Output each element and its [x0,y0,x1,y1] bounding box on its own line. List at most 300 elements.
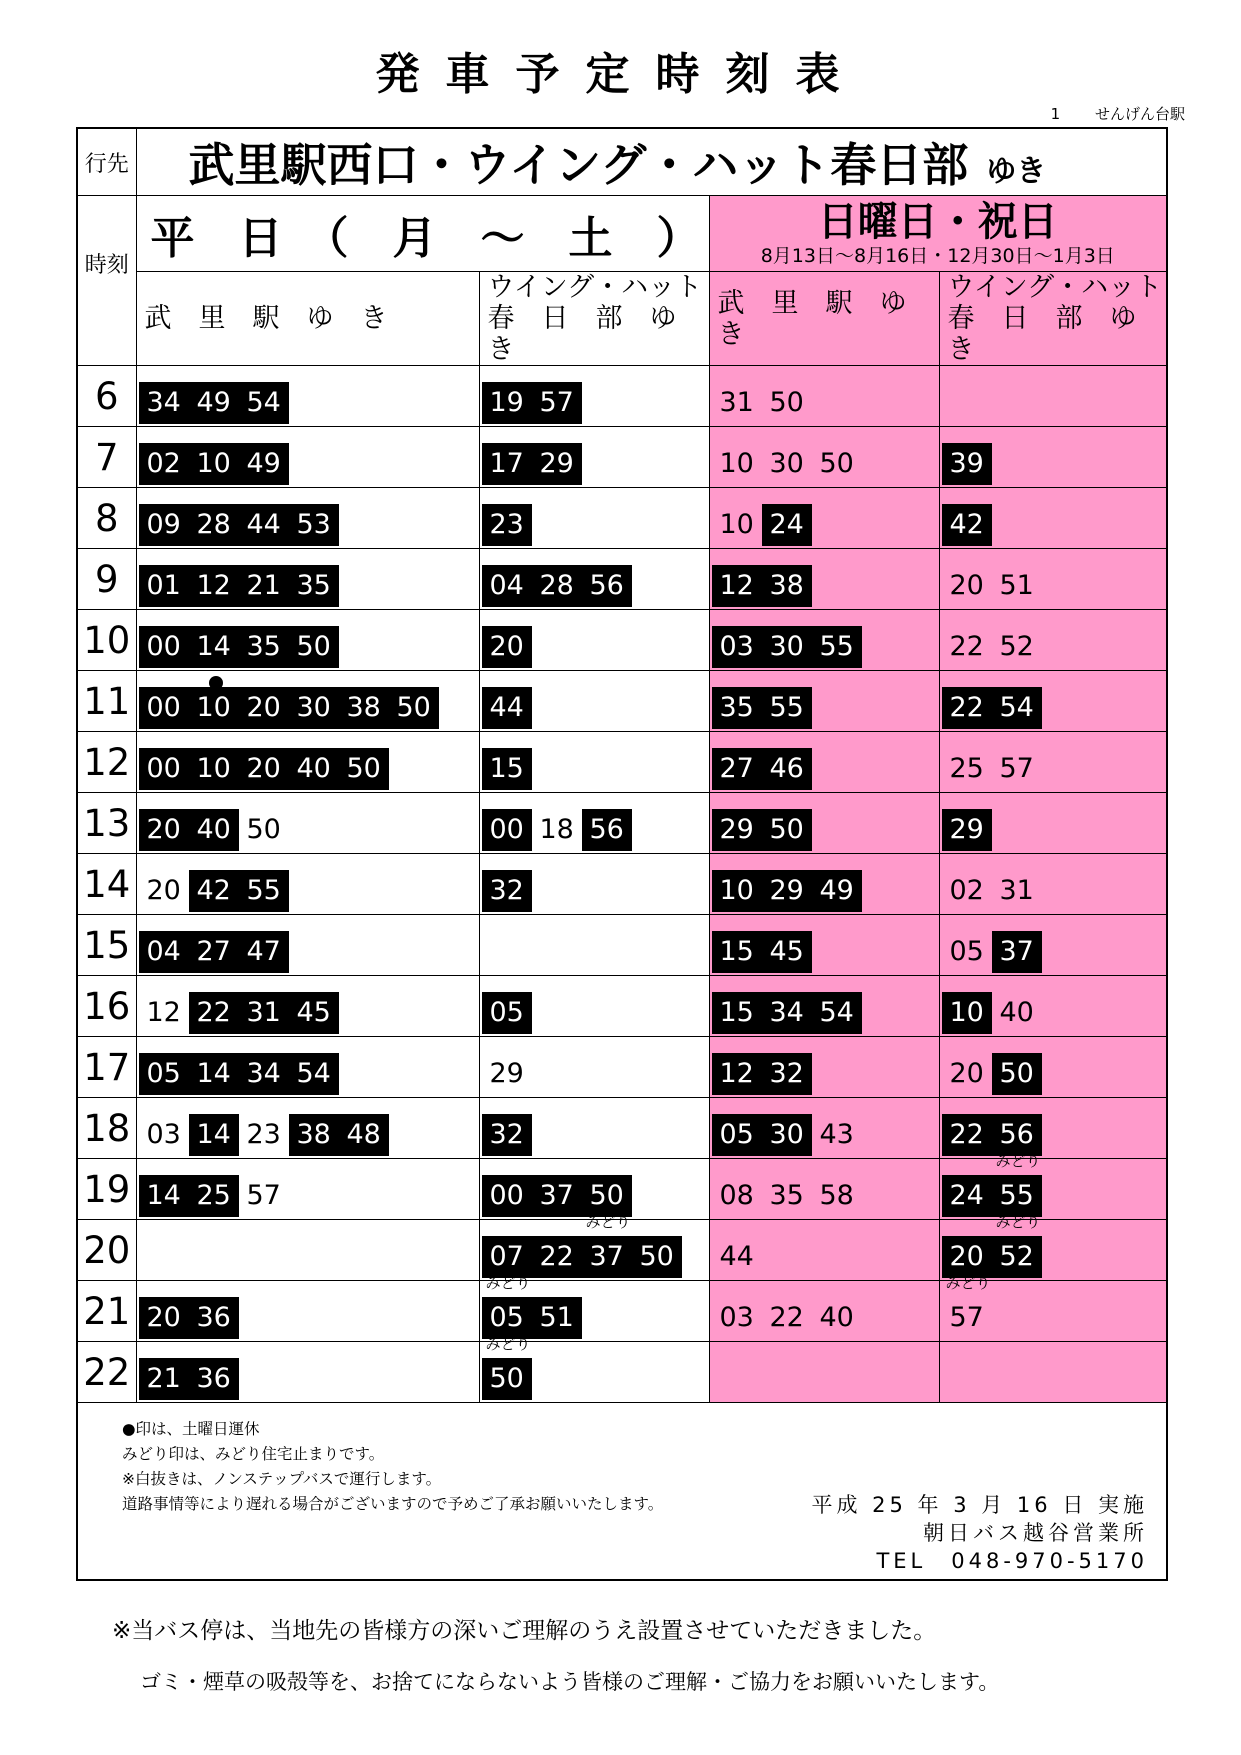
departure-minute: 05 [949,936,984,967]
weekday-title: 平 日 （ 月 ～ 土 ） [136,196,709,272]
departure-minute-nonstep: 38 [762,565,812,607]
departure-minute: 50 [769,387,804,418]
minute-list [942,992,1042,1034]
departure-minute-nonstep: 30 [762,626,812,668]
departure-minute-nonstep: 50 [582,1175,632,1217]
departure-minute-nonstep: 31 [239,992,289,1034]
departure-minute-nonstep: 49 [189,382,239,424]
departure-minute: 50 [246,814,281,845]
departure-minute-nonstep: 34 [239,1053,289,1095]
departure-minute-nonstep: 35 [289,565,339,607]
departure-minute-nonstep: 14 [139,1175,189,1217]
departure-minute: 40 [819,1302,854,1333]
hour-cell: 20 [78,1220,136,1281]
departure-minute: 12 [146,997,181,1028]
timetable [78,129,1166,1403]
holiday-takesato-cell [709,671,939,732]
departure-minute-nonstep: 50 [632,1236,682,1278]
departure-minute-nonstep: 50 みどり [482,1358,532,1400]
hour-cell: 15 [78,915,136,976]
table-row [78,671,1166,732]
table-row [78,1342,1166,1403]
departure-minute: 03 [719,1302,754,1333]
weekday-wing-cell [479,1335,709,1403]
weekday-takesato-cell [136,793,479,854]
weekday-takesato-cell [136,1037,479,1098]
footer-notice-1: ※当バス停は、当地先の皆様方の深いご理解のうえ設置させていただきました。 [112,1618,937,1644]
weekday-wing-cell [479,366,709,427]
saturday-suspended-dot-icon [209,676,223,690]
departure-minute: 29 [489,1058,524,1089]
minute-list [942,565,1042,607]
col-weekday-takesato: 武 里 駅 ゆ き [136,272,479,366]
minute-list [482,626,532,668]
col-holiday-takesato: 武 里 駅 ゆ き [709,272,939,366]
minute-list [712,504,812,546]
departure-minute-nonstep: 40 [189,809,239,851]
departure-minute-nonstep: 29 [942,809,992,851]
weekday-wing-cell [479,793,709,854]
departure-minute-nonstep: 12 [189,565,239,607]
departure-minute-nonstep: 25 [189,1175,239,1217]
departure-minute-nonstep: 44 [239,504,289,546]
departure-minute-nonstep: 50 [992,1053,1042,1095]
document-title: 発車予定時刻表 [375,49,866,100]
col-holiday-wing-line2: 春 日 部 ゆ き [947,303,1164,365]
minute-list [482,870,532,912]
minute-list [482,809,632,851]
departure-minute-nonstep: 54 [239,382,289,424]
departure-minute-nonstep: 04 [482,565,532,607]
departure-minute-nonstep: 15 [482,748,532,790]
departure-minute-nonstep: 50 [289,626,339,668]
departure-minute-nonstep: 20 [482,626,532,668]
hour-cell: 14 [78,854,136,915]
weekday-takesato-cell [136,671,479,732]
col-weekday-wing-line1: ウイング・ハット [487,272,703,303]
departure-minute: 02 [949,875,984,906]
minute-list [942,1053,1042,1095]
weekday-takesato-cell [136,1281,479,1342]
holiday-takesato-cell [709,427,939,488]
col-holiday-wing-line1: ウイング・ハット [947,272,1163,303]
departure-minute-nonstep: 42 [942,504,992,546]
weekday-wing-cell [479,1159,709,1220]
holiday-takesato-cell [709,1037,939,1098]
departure-minute: 58 [819,1180,854,1211]
holiday-wing-cell [939,732,1166,793]
holiday-wing-cell [939,976,1166,1037]
holiday-wing-cell [939,915,1166,976]
weekday-takesato-cell [136,1159,479,1220]
time-label: 時刻 [78,196,136,366]
minute-list [712,443,862,485]
table-row [78,366,1166,427]
minute-list [139,1358,239,1400]
table-row [78,1220,1166,1281]
col-weekday-wing-line2: 春 日 部 ゆ き [487,303,704,365]
departure-minute-nonstep: 19 [482,382,532,424]
minute-list [712,382,812,424]
departure-minute-nonstep: 49 [239,443,289,485]
weekday-wing-cell [479,732,709,793]
minute-list [712,1053,812,1095]
holiday-wing-cell [939,427,1166,488]
departure-minute-nonstep: 38 [339,687,389,729]
minute-list [139,504,339,546]
minute-list [942,931,1042,973]
minute-list [139,809,289,851]
table-row [78,1281,1166,1342]
holiday-takesato-cell [709,976,939,1037]
holiday-takesato-cell [709,1281,939,1342]
holiday-wing-cell [939,793,1166,854]
minute-list [942,870,1042,912]
holiday-wing-cell [939,549,1166,610]
table-row [78,1037,1166,1098]
departure-minute: 57 [246,1180,281,1211]
notes [122,1417,663,1517]
departure-minute-nonstep: 56 [582,809,632,851]
departure-minute-nonstep: 00 [482,1175,532,1217]
weekday-takesato-cell [136,1098,479,1159]
minute-list [139,382,289,424]
minute-list [482,687,532,729]
departure-minute-nonstep: 37 みどり [582,1236,632,1278]
departure-minute-nonstep: 32 [482,870,532,912]
table-row [78,549,1166,610]
minute-list [139,1053,339,1095]
departure-minute-nonstep: 30 [289,687,339,729]
holiday-header [709,196,1166,272]
midori-mark: みどり [585,1213,631,1231]
minute-list [712,1175,862,1217]
hour-cell: 11 [78,671,136,732]
departure-minute-nonstep: 44 [482,687,532,729]
departure-minute-nonstep: 20 [139,809,189,851]
table-row [78,793,1166,854]
holiday-takesato-cell [709,915,939,976]
holiday-wing-cell [939,488,1166,549]
weekday-wing-cell [479,854,709,915]
departure-minute-nonstep: 23 [482,504,532,546]
departure-minute-nonstep: 49 [812,870,862,912]
departure-minute-nonstep: 24 [762,504,812,546]
minute-list [712,1114,862,1156]
departure-minute-nonstep: 10 [189,443,239,485]
departure-minute-nonstep: 14 [189,1053,239,1095]
departure-minute: 40 [999,997,1034,1028]
departure-minute-nonstep: 28 [532,565,582,607]
weekday-takesato-cell [136,549,479,610]
footer-notice-2: ゴミ・煙草の吸殻等を、お捨てにならないよう皆様のご理解・ご協力をお願いいたします。 [140,1670,1000,1694]
hour-cell: 19 [78,1159,136,1220]
holiday-wing-cell [939,1152,1166,1220]
holiday-takesato-cell [709,610,939,671]
departure-minute-nonstep: 21 [139,1358,189,1400]
minute-list [942,1213,1042,1278]
departure-minute: 50 [819,448,854,479]
minute-list [139,565,339,607]
departure-minute: 44 [719,1241,754,1272]
departure-minute-nonstep: 53 [289,504,339,546]
stop-name: せんげん台駅 [1094,105,1185,123]
minute-list [139,1297,239,1339]
weekday-wing-cell [479,976,709,1037]
note-dot: ●印は、土曜日運休 [122,1420,260,1438]
departure-minute-nonstep: 21 [239,565,289,607]
departure-minute-nonstep: 51 [532,1297,582,1339]
minute-list [482,1114,532,1156]
hour-cell: 22 [78,1342,136,1403]
holiday-takesato-cell [709,1159,939,1220]
departure-minute-nonstep: 02 [139,443,189,485]
holiday-takesato-cell [709,1220,939,1281]
weekday-takesato-cell [136,732,479,793]
departure-minute-nonstep: 10 [189,687,239,729]
departure-minute-nonstep: 03 [712,626,762,668]
destination-name: 武里駅西口・ウイング・ハット春日部 [188,138,969,192]
departure-minute: 10 [719,509,754,540]
effective-date: 平成 25 年 3 月 16 日 実施 [811,1493,1148,1517]
departure-minute-nonstep: 00 [139,748,189,790]
weekday-takesato-cell [136,488,479,549]
note-nonstep: ※白抜きは、ノンステップバスで運行します。 [122,1470,442,1488]
minute-list [482,992,532,1034]
departure-minute-nonstep: 36 [189,1358,239,1400]
weekday-wing-cell [479,549,709,610]
hour-cell: 13 [78,793,136,854]
departure-minute: 08 [719,1180,754,1211]
minute-list [482,1213,682,1278]
departure-minute-nonstep: 05 [139,1053,189,1095]
weekday-takesato-cell [136,1342,479,1403]
midori-mark: みどり [995,1213,1041,1231]
minute-list [712,1297,862,1339]
departure-minute: 18 [539,814,574,845]
departure-minute: 20 [146,875,181,906]
departure-minute-nonstep: 37 [532,1175,582,1217]
holiday-takesato-cell [709,366,939,427]
departure-minute: 35 [769,1180,804,1211]
weekday-wing-cell [479,1274,709,1342]
weekday-wing-cell [479,1098,709,1159]
hour-cell: 6 [78,366,136,427]
minute-list [712,931,812,973]
hour-cell: 8 [78,488,136,549]
weekday-wing-cell [479,1037,709,1098]
departure-minute-nonstep: 29 [762,870,812,912]
hour-cell: 10 [78,610,136,671]
departure-minute-nonstep: 28 [189,504,239,546]
departure-minute: 52 [999,631,1034,662]
holiday-takesato-cell [709,1342,939,1403]
departure-minute-nonstep: 30 [762,1114,812,1156]
departure-minute-nonstep: 20 [239,687,289,729]
departure-minute-nonstep: 48 [339,1114,389,1156]
departure-minute: 10 [719,448,754,479]
timetable-frame [76,127,1168,1581]
departure-minute-nonstep: 45 [289,992,339,1034]
holiday-wing-cell [939,854,1166,915]
minute-list [139,748,389,790]
departure-minute-nonstep: 55 [812,626,862,668]
departure-minute-nonstep: 39 [942,443,992,485]
departure-minute-nonstep: 36 [189,1297,239,1339]
weekday-takesato-cell [136,915,479,976]
departure-minute-nonstep: 09 [139,504,189,546]
minute-list [942,1152,1042,1217]
holiday-takesato-cell [709,793,939,854]
minute-list [712,748,812,790]
minute-list [942,748,1042,790]
departure-minute-nonstep: 32 [482,1114,532,1156]
page-number: 1 [1050,105,1061,123]
note-midori: みどり印は、みどり住宅止まりです。 [122,1445,385,1463]
departure-minute-nonstep: 10 [712,870,762,912]
departure-minute-nonstep: 12 [712,1053,762,1095]
departure-minute: 43 [819,1119,854,1150]
minute-list [942,443,992,485]
table-row [78,427,1166,488]
departure-minute-nonstep: 14 [189,626,239,668]
departure-minute: 20 [949,570,984,601]
departure-minute: 22 [769,1302,804,1333]
departure-minute-nonstep: 56 [582,565,632,607]
holiday-wing-cell [939,366,1166,427]
departure-minute-nonstep: 37 [992,931,1042,973]
minute-list [712,565,812,607]
departure-minute-nonstep: 22 [942,1114,992,1156]
minute-list [942,687,1042,729]
holiday-wing-cell [939,1098,1166,1159]
minute-list [482,1053,532,1095]
minute-list [139,687,439,729]
departure-minute-nonstep: 15 [712,931,762,973]
departure-minute-nonstep: 55 [762,687,812,729]
departure-minute-nonstep: 54 [289,1053,339,1095]
departure-minute-nonstep: 54 [992,687,1042,729]
minute-list [712,870,862,912]
departure-minute-nonstep: 10 [942,992,992,1034]
minute-list [942,1274,992,1339]
departure-minute: 31 [719,387,754,418]
departure-minute-nonstep: 05 [482,992,532,1034]
departure-minute-nonstep: 04 [139,931,189,973]
minute-list [712,687,812,729]
minute-list [139,931,289,973]
holiday-wing-cell [939,1274,1166,1342]
minute-list [482,748,532,790]
destination-label: 行先 [78,129,136,196]
minute-list [712,626,862,668]
hour-cell: 12 [78,732,136,793]
departure-minute-nonstep: 50 [389,687,439,729]
weekday-wing-cell [479,488,709,549]
departure-minute-nonstep: 42 [189,870,239,912]
departure-minute: 22 [949,631,984,662]
departure-minute-nonstep: 45 [762,931,812,973]
destination-header [136,129,1166,196]
hour-cell: 16 [78,976,136,1037]
departure-minute-nonstep: 35 [712,687,762,729]
minute-list [942,504,992,546]
table-row [78,610,1166,671]
departure-minute-nonstep: 29 [712,809,762,851]
departure-minute: 23 [246,1119,281,1150]
departure-minute-nonstep: 27 [189,931,239,973]
departure-minute-nonstep: 00 [139,626,189,668]
departure-minute-nonstep: 52 みどり [992,1236,1042,1278]
holiday-wing-cell [939,1213,1166,1281]
departure-minute-nonstep: 34 [762,992,812,1034]
hour-cell: 18 [78,1098,136,1159]
departure-minute-nonstep: 55 みどり [992,1175,1042,1217]
departure-minute-nonstep: 14 [189,1114,239,1156]
departure-minute-nonstep: 54 [812,992,862,1034]
table-row [78,1159,1166,1220]
departure-minute-nonstep: 22 [189,992,239,1034]
telephone: TEL 048-970-5170 [876,1549,1148,1573]
minute-list [482,1175,632,1217]
departure-minute-nonstep: 00 [482,809,532,851]
minute-list [139,1114,389,1156]
departure-minute-nonstep: 17 [482,443,532,485]
weekday-wing-cell [479,915,709,976]
minute-list [482,1335,532,1400]
holiday-period: 8月13日～8月16日・12月30日～1月3日 [760,244,1115,267]
departure-minute-nonstep: 47 [239,931,289,973]
departure-minute-nonstep: 57 [532,382,582,424]
company-name: 朝日バス越谷営業所 [923,1521,1148,1545]
departure-minute: 57 みどり [945,1274,991,1333]
weekday-wing-cell [479,610,709,671]
departure-minute-nonstep: 29 [532,443,582,485]
hour-cell: 17 [78,1037,136,1098]
minute-list [482,565,632,607]
weekday-takesato-cell [136,366,479,427]
holiday-wing-cell [939,671,1166,732]
holiday-title: 日曜日・祝日 [817,198,1058,245]
holiday-takesato-cell [709,854,939,915]
departure-minute-nonstep: 46 [762,748,812,790]
departure-minute-nonstep: 15 [712,992,762,1034]
midori-mark: みどり [485,1274,531,1292]
departure-minute-nonstep: 05 [712,1114,762,1156]
table-row [78,732,1166,793]
departure-minute-nonstep: 05 みどり [482,1297,532,1339]
midori-mark: みどり [995,1152,1041,1170]
holiday-wing-cell [939,1342,1166,1403]
midori-mark: みどり [945,1274,991,1292]
weekday-takesato-cell [136,854,479,915]
minute-list [942,1114,1042,1156]
col-weekday-wing [479,272,709,366]
departure-minute: 51 [999,570,1034,601]
issuer [811,1491,1148,1575]
weekday-takesato-cell [136,1220,479,1281]
weekday-takesato-cell [136,976,479,1037]
departure-minute-nonstep: 00 [139,687,189,729]
minute-list [482,504,532,546]
table-row [78,1098,1166,1159]
departure-minute-nonstep: 22 [532,1236,582,1278]
departure-minute-nonstep: 34 [139,382,189,424]
departure-minute-nonstep: 22 [942,687,992,729]
departure-minute: 03 [146,1119,181,1150]
minute-list [139,870,289,912]
departure-minute-nonstep: 55 [239,870,289,912]
